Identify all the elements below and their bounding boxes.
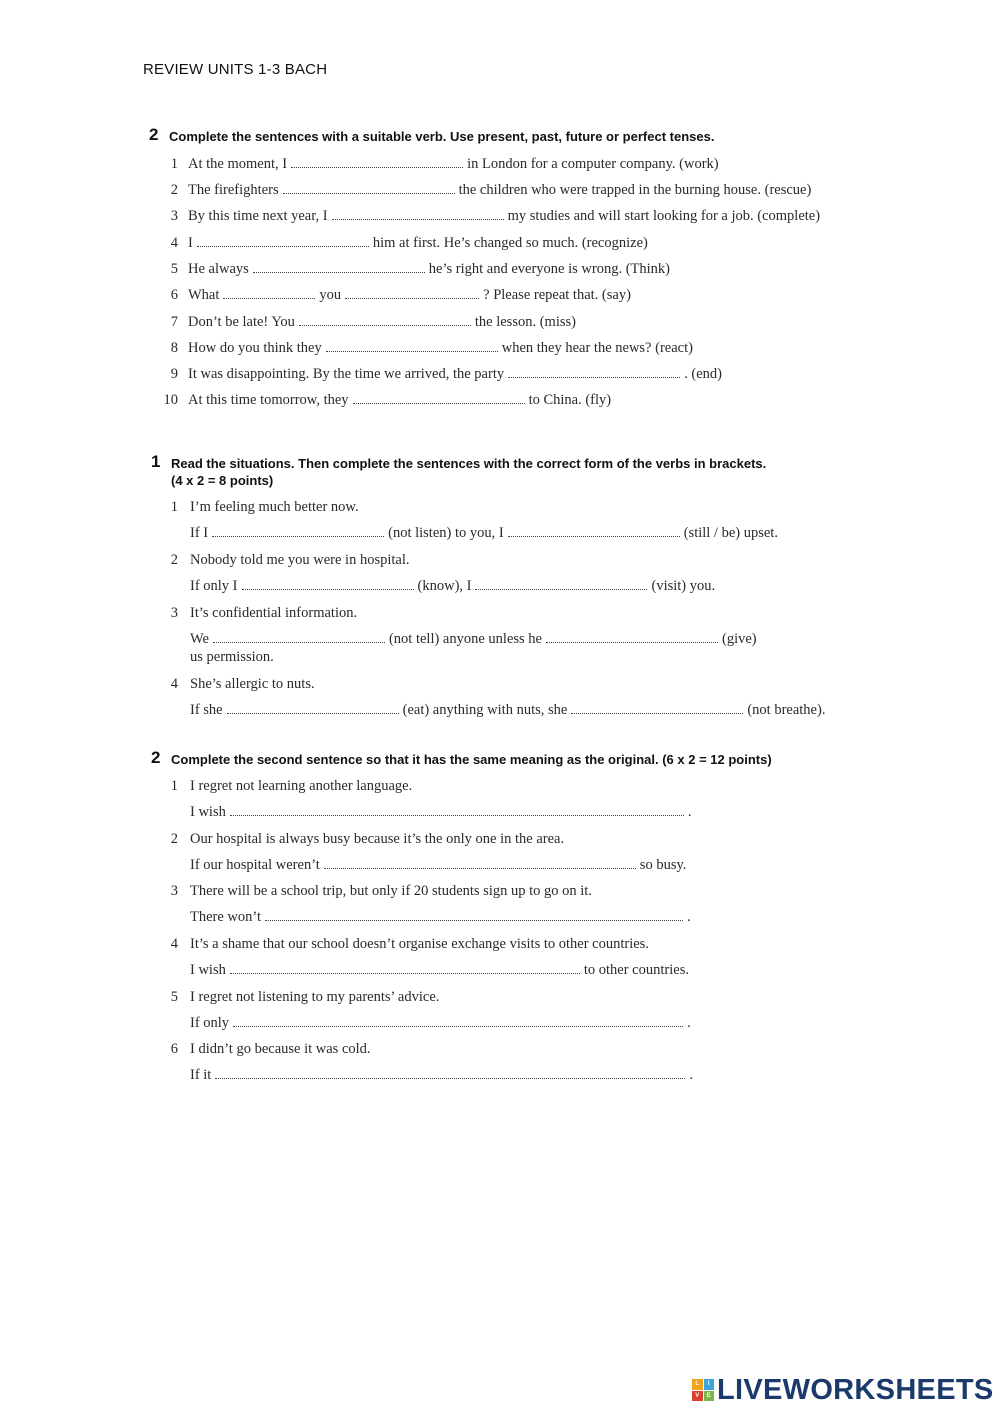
answer-blank[interactable] [475, 579, 647, 590]
sentence: What you ? Please repeat that. (say) [188, 287, 631, 303]
item-number: 1 [170, 156, 178, 172]
answer-blank[interactable] [265, 910, 683, 921]
answer-blank[interactable] [324, 858, 636, 869]
item-number: 3 [170, 605, 178, 621]
item-number: 1 [170, 778, 178, 794]
exercise-instructions: Read the situations. Then complete the sentences with the correct form of the verbs in brackets. (4 x 2 = 8 points) [171, 456, 767, 488]
item-number: 1 [170, 499, 178, 515]
item-number: 2 [170, 552, 178, 568]
answer-blank[interactable] [213, 632, 385, 643]
sentence: He always he’s right and everyone is wrong. (Think) [188, 261, 671, 277]
sentence: I him at first. He’s changed so much. (recognize) [188, 235, 648, 251]
sentence: It was disappointing. By the time we arrived, the party . (end) [188, 366, 722, 382]
item-number: 4 [170, 936, 178, 952]
answer-blank[interactable] [508, 367, 680, 378]
item-number: 4 [170, 676, 178, 692]
sentence: If our hospital weren’t so busy. [190, 857, 687, 873]
exercise-number: 1 [151, 452, 161, 471]
situation: I’m feeling much better now. [190, 499, 359, 515]
sentence: If she (eat) anything with nuts, she (not breathe). [190, 702, 826, 718]
answer-blank[interactable] [508, 526, 680, 537]
original-sentence: I didn’t go because it was cold. [190, 1041, 371, 1057]
liveworksheets-logo[interactable] [692, 1374, 994, 1406]
sentence: If it . [190, 1067, 693, 1083]
sentence: If only . [190, 1015, 691, 1031]
answer-blank[interactable] [332, 209, 504, 220]
answer-blank[interactable] [345, 288, 479, 299]
answer-blank[interactable] [546, 632, 718, 643]
item-number: 5 [170, 261, 178, 277]
answer-blank[interactable] [215, 1068, 685, 1079]
original-sentence: Our hospital is always busy because it’s the only one in the area. [190, 831, 565, 847]
answer-blank[interactable] [197, 236, 369, 247]
logo-icon: L I V E [692, 1379, 714, 1401]
sentence: Don’t be late! You the lesson. (miss) [188, 314, 576, 330]
sentence: At this time tomorrow, they to China. (fly) [188, 392, 612, 408]
item-number: 5 [170, 989, 178, 1005]
item-number: 7 [170, 314, 178, 330]
answer-blank[interactable] [326, 341, 498, 352]
sentence: The firefighters the children who were trapped in the burning house. (rescue) [188, 182, 812, 198]
sentence: If I (not listen) to you, I (still / be) upset. [190, 525, 778, 541]
answer-blank[interactable] [242, 579, 414, 590]
exercise-number: 2 [149, 125, 159, 144]
sentence: There won’t . [190, 909, 691, 925]
item-number: 8 [170, 340, 178, 356]
original-sentence: I regret not listening to my parents’ advice. [190, 989, 440, 1005]
sentence: I wish . [190, 804, 692, 820]
item-number: 9 [170, 366, 178, 382]
item-number: 3 [170, 208, 178, 224]
situation: She’s allergic to nuts. [190, 676, 315, 692]
original-sentence: I regret not learning another language. [190, 778, 413, 794]
item-number: 6 [170, 287, 178, 303]
original-sentence: There will be a school trip, but only if 20 students sign up to go on it. [190, 883, 592, 899]
situation: It’s confidential information. [190, 605, 358, 621]
answer-blank[interactable] [571, 703, 743, 714]
item-number: 6 [170, 1041, 178, 1057]
answer-blank[interactable] [230, 805, 684, 816]
answer-blank[interactable] [299, 315, 471, 326]
original-sentence: It’s a shame that our school doesn’t organise exchange visits to other countries. [190, 936, 649, 952]
answer-blank[interactable] [230, 963, 580, 974]
item-number: 2 [170, 182, 178, 198]
answer-blank[interactable] [253, 262, 425, 273]
answer-blank[interactable] [353, 393, 525, 404]
answer-blank[interactable] [212, 526, 384, 537]
answer-blank[interactable] [223, 288, 315, 299]
answer-blank[interactable] [233, 1016, 683, 1027]
item-number: 3 [170, 883, 178, 899]
sentence: We (not tell) anyone unless he (give) [190, 631, 757, 647]
sentence: How do you think they when they hear the news? (react) [188, 340, 693, 356]
item-number: 2 [170, 831, 178, 847]
answer-blank[interactable] [227, 703, 399, 714]
situation: Nobody told me you were in hospital. [190, 552, 410, 568]
sentence: If only I (know), I (visit) you. [190, 578, 716, 594]
sentence: I wish to other countries. [190, 962, 689, 978]
exercise-instructions: Complete the second sentence so that it has the same meaning as the original. (6 x 2 = 12 points) [171, 752, 772, 767]
sentence-continuation: us permission. [190, 649, 274, 665]
exercise-number: 2 [151, 748, 161, 767]
brand-name: LIVEWORKSHEETS [717, 1373, 994, 1406]
exercise-instructions: Complete the sentences with a suitable verb. Use present, past, future or perfect tenses. [169, 129, 715, 144]
page-title: REVIEW UNITS 1-3 BACH [143, 61, 328, 78]
item-number: 4 [170, 235, 178, 251]
answer-blank[interactable] [283, 183, 455, 194]
answer-blank[interactable] [291, 157, 463, 168]
sentence: By this time next year, I my studies and will start looking for a job. (complete) [188, 208, 821, 224]
item-number: 10 [163, 392, 178, 408]
sentence: At the moment, I in London for a computer company. (work) [188, 156, 719, 172]
